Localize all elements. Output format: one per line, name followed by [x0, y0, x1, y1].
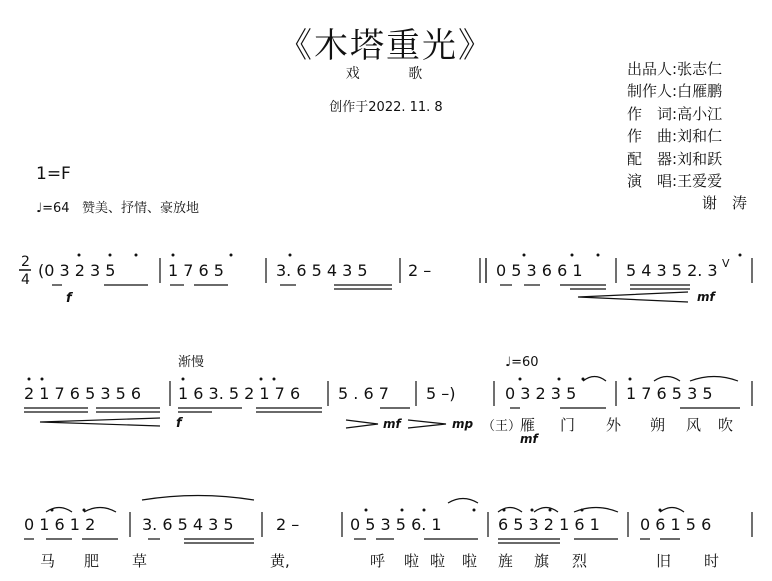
octave-dot [473, 509, 476, 512]
lyric-syllable: 旧 [656, 552, 672, 570]
credit-role: 演 唱: [627, 172, 678, 191]
bar-notes: 5 4 3 5 2. 3 [626, 261, 718, 280]
time-signature-top: 2 [21, 254, 30, 270]
bar-notes: 6 5 3 2 1 6 1 [498, 515, 600, 534]
octave-dot [273, 378, 276, 381]
lyric-syllable: 啦 [404, 552, 420, 570]
credit-name: 白雁鹏 [677, 82, 723, 101]
lyric-syllable: 马 [40, 552, 56, 570]
lyric-syllable: 朔 [650, 416, 666, 434]
octave-dot [135, 254, 138, 257]
slur-arc [498, 508, 522, 513]
slur-arc [654, 377, 680, 382]
bar-notes: (0 3 2 3 5 [38, 261, 116, 280]
lyric-syllable: 黄, [270, 552, 290, 570]
bar-notes: 3. 6 5 4 3 5 [142, 515, 234, 534]
slur-arc [142, 496, 254, 501]
credit-name: 谢 涛 [702, 194, 748, 213]
bar-notes: 1 7 6 5 [168, 261, 224, 280]
credit-role: 作 曲: [627, 127, 678, 146]
bar-notes: 5 . 6 7 [338, 384, 389, 403]
bar-notes: 0 5 3 6 6 1 [496, 261, 583, 280]
lyric-syllable: 旌 [498, 552, 514, 570]
breath-mark: V [722, 257, 730, 270]
credit-name: 刘和仁 [677, 127, 723, 146]
song-title: 《木塔重光》 [278, 26, 494, 66]
octave-dot [41, 378, 44, 381]
bar-notes: 5 –) [426, 384, 456, 403]
octave-dot [28, 378, 31, 381]
slur-arc [660, 508, 684, 513]
song-subtitle: 戏 歌 [345, 66, 445, 82]
octave-dot [78, 254, 81, 257]
lyric-syllable: 雁 [520, 416, 536, 434]
lyric-syllable: 时 [704, 552, 720, 570]
singer-label: （王） [482, 419, 522, 434]
tempo-marking: ♩=60 [505, 355, 539, 370]
dynamic-marking: mp [452, 417, 474, 431]
octave-dot [549, 509, 552, 512]
credit-name: 高小江 [677, 104, 723, 123]
octave-dot [597, 254, 600, 257]
credit-name: 张志仁 [677, 60, 723, 78]
dynamic-marking: mf [697, 290, 715, 304]
creation-date: 创作于2022. 11. 8 [329, 100, 443, 115]
slur-arc [46, 508, 72, 513]
bar-notes: 2 – [276, 515, 300, 534]
octave-dot [109, 254, 112, 257]
lyric-syllable: 外 [606, 416, 622, 434]
octave-dot [289, 254, 292, 257]
credit-role: 出品人: [627, 60, 678, 78]
dynamic-marking: mf [520, 432, 538, 446]
octave-dot [739, 254, 742, 257]
dynamic-marking: mf [383, 417, 401, 431]
lyric-syllable: 风 [686, 416, 702, 434]
bar-notes: 2 – [408, 261, 432, 280]
diminuendo-hairpin [408, 420, 446, 428]
octave-dot [172, 254, 175, 257]
decrescendo-hairpin [578, 292, 688, 302]
time-signature-bottom: 4 [21, 272, 30, 288]
slur-arc [574, 508, 618, 513]
bar-notes: 0 6 1 5 6 [640, 515, 712, 534]
octave-dot [523, 254, 526, 257]
lyric-syllable: 草 [132, 552, 148, 570]
octave-dot [182, 378, 185, 381]
tempo-marking: ♩=64 [36, 201, 70, 216]
octave-dot [423, 509, 426, 512]
octave-dot [260, 378, 263, 381]
diminuendo-hairpin [346, 420, 378, 428]
bar-notes: 0 3 2 3 5 [505, 384, 577, 403]
bar-notes: 0 1 6 1 2 [24, 515, 96, 534]
credit-name: 王爱爱 [677, 172, 723, 191]
lyric-syllable: 肥 [84, 552, 100, 570]
bar-notes: 0 5 3 5 6. 1 [350, 515, 442, 534]
slur-arc [448, 499, 478, 504]
octave-dot [401, 509, 404, 512]
decrescendo-hairpin [40, 418, 160, 426]
octave-dot [519, 378, 522, 381]
octave-dot [531, 509, 534, 512]
bar-notes: 2 1 7 6 5 3 5 6 [24, 384, 142, 403]
bar-notes: 1 7 6 5 3 5 [626, 384, 713, 403]
key-signature: 1=F [36, 164, 71, 184]
credit-role: 配 器: [627, 149, 678, 168]
lyric-syllable: 烈 [572, 552, 588, 570]
bar-notes: 3. 6 5 4 3 5 [276, 261, 368, 280]
lyric-syllable: 啦 [462, 552, 478, 570]
lyric-syllable: 门 [560, 416, 576, 434]
lyric-syllable: 吹 [718, 416, 734, 434]
octave-dot [558, 378, 561, 381]
lyric-syllable: 旗 [534, 552, 550, 570]
slur-arc [690, 377, 738, 382]
dynamic-marking: f [176, 416, 182, 431]
slur-arc [84, 508, 116, 513]
octave-dot [571, 254, 574, 257]
octave-dot [230, 254, 233, 257]
lyric-syllable: 啦 [430, 552, 446, 570]
credit-role: 作 词: [627, 104, 678, 123]
bar-notes: 1 6 3. 5 2 1 7 6 [178, 384, 301, 403]
dynamic-marking: f [66, 291, 72, 306]
slur-arc [583, 377, 606, 382]
lyric-syllable: 呼 [370, 552, 386, 570]
octave-dot [629, 378, 632, 381]
tempo-change: 渐慢 [178, 355, 205, 370]
credit-role: 制作人: [627, 82, 678, 101]
slur-arc [534, 508, 558, 513]
tempo-expression: 赞美、抒情、豪放地 [81, 201, 199, 216]
credit-name: 刘和跃 [677, 149, 723, 168]
octave-dot [365, 509, 368, 512]
